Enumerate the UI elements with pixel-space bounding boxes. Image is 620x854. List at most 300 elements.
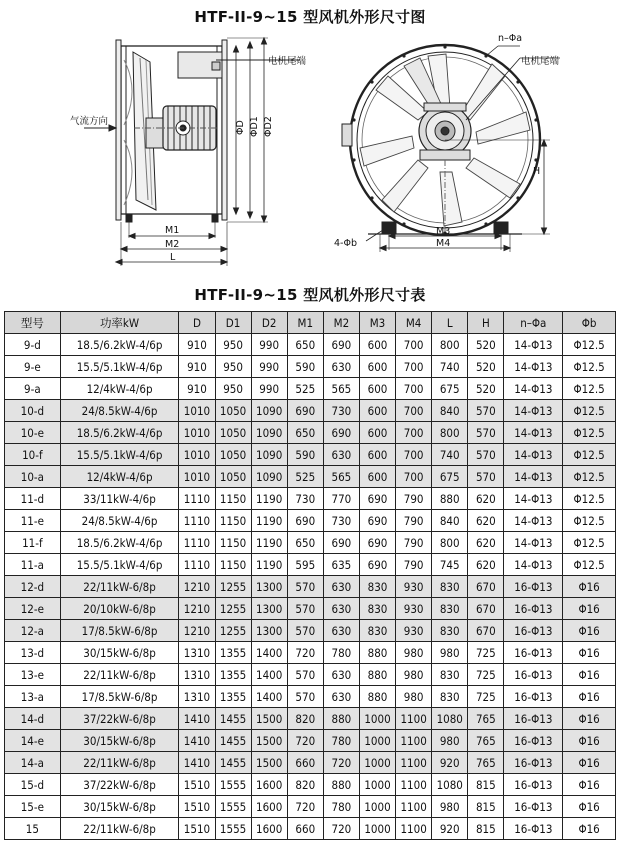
table-cell: 590 bbox=[287, 444, 323, 466]
table-cell: Φ12.5 bbox=[563, 466, 616, 488]
dim-h: H bbox=[533, 166, 541, 177]
table-cell: 570 bbox=[287, 620, 323, 642]
table-cell: 830 bbox=[432, 598, 468, 620]
table-cell: 675 bbox=[432, 378, 468, 400]
table-cell: 14-Φ13 bbox=[504, 554, 563, 576]
table-cell: 1190 bbox=[251, 554, 287, 576]
table-cell: 690 bbox=[359, 532, 395, 554]
table-cell: 14-Φ13 bbox=[504, 532, 563, 554]
table-cell: 18.5/6.2kW-4/6p bbox=[60, 422, 179, 444]
table-cell: 980 bbox=[396, 686, 432, 708]
table-cell: 990 bbox=[251, 334, 287, 356]
table-cell: 650 bbox=[287, 422, 323, 444]
table-cell: 690 bbox=[323, 422, 359, 444]
table-cell: 600 bbox=[359, 378, 395, 400]
table-cell: 1400 bbox=[251, 686, 287, 708]
table-cell: 1080 bbox=[432, 708, 468, 730]
table-cell: Φ16 bbox=[563, 730, 616, 752]
model-cell: 14-e bbox=[5, 730, 61, 752]
table-cell: 30/15kW-6/8p bbox=[60, 796, 179, 818]
table-cell: 16-Φ13 bbox=[504, 576, 563, 598]
table-cell: 910 bbox=[179, 378, 215, 400]
table-cell: 700 bbox=[396, 356, 432, 378]
table-cell: Φ12.5 bbox=[563, 378, 616, 400]
table-cell: 720 bbox=[323, 752, 359, 774]
table-cell: 1210 bbox=[179, 598, 215, 620]
table-cell: 950 bbox=[215, 334, 251, 356]
table-cell: 670 bbox=[468, 620, 504, 642]
table-cell: 880 bbox=[323, 774, 359, 796]
column-header: L bbox=[432, 312, 468, 334]
table-cell: 630 bbox=[323, 620, 359, 642]
model-cell: 10-f bbox=[5, 444, 61, 466]
table-row bbox=[5, 730, 616, 752]
table-cell: 740 bbox=[432, 444, 468, 466]
table-cell: 1100 bbox=[396, 708, 432, 730]
table-cell: 33/11kW-4/6p bbox=[60, 488, 179, 510]
table-cell: 1000 bbox=[359, 774, 395, 796]
table-cell: 24/8.5kW-4/6p bbox=[60, 400, 179, 422]
table-cell: 17/8.5kW-6/8p bbox=[60, 686, 179, 708]
dim-phi-d1: ΦD1 bbox=[249, 116, 260, 137]
table-cell: 1100 bbox=[396, 730, 432, 752]
table-cell: 950 bbox=[215, 378, 251, 400]
table-cell: 600 bbox=[359, 422, 395, 444]
table-cell: 630 bbox=[323, 664, 359, 686]
table-cell: 1000 bbox=[359, 708, 395, 730]
table-cell: 990 bbox=[251, 356, 287, 378]
table-row bbox=[5, 400, 616, 422]
table-cell: 690 bbox=[323, 532, 359, 554]
table-cell: 730 bbox=[323, 400, 359, 422]
model-cell: 15 bbox=[5, 818, 61, 840]
table-cell: 1100 bbox=[396, 774, 432, 796]
table-cell: 16-Φ13 bbox=[504, 686, 563, 708]
table-cell: 1090 bbox=[251, 400, 287, 422]
table-cell: 16-Φ13 bbox=[504, 796, 563, 818]
table-row bbox=[5, 774, 616, 796]
table-cell: 16-Φ13 bbox=[504, 598, 563, 620]
table-cell: 830 bbox=[359, 598, 395, 620]
table-cell: Φ12.5 bbox=[563, 554, 616, 576]
model-cell: 13-d bbox=[5, 642, 61, 664]
table-cell: 14-Φ13 bbox=[504, 356, 563, 378]
table-cell: 1210 bbox=[179, 576, 215, 598]
table-cell: 1510 bbox=[179, 818, 215, 840]
dim-m2: M2 bbox=[165, 239, 180, 250]
table-cell: 690 bbox=[359, 510, 395, 532]
table-cell: 690 bbox=[359, 488, 395, 510]
table-cell: 600 bbox=[359, 334, 395, 356]
table-cell: 690 bbox=[323, 334, 359, 356]
table-cell: 1000 bbox=[359, 752, 395, 774]
table-cell: 1400 bbox=[251, 664, 287, 686]
table-cell: 1555 bbox=[215, 774, 251, 796]
table-cell: Φ16 bbox=[563, 598, 616, 620]
table-cell: 830 bbox=[432, 664, 468, 686]
table-cell: 1110 bbox=[179, 488, 215, 510]
table-cell: 980 bbox=[432, 730, 468, 752]
table-cell: 1255 bbox=[215, 620, 251, 642]
model-cell: 12-a bbox=[5, 620, 61, 642]
table-cell: 880 bbox=[359, 686, 395, 708]
table-cell: 880 bbox=[323, 708, 359, 730]
table-cell: 12/4kW-4/6p bbox=[60, 378, 179, 400]
table-row bbox=[5, 752, 616, 774]
model-cell: 10-d bbox=[5, 400, 61, 422]
table-cell: 12/4kW-4/6p bbox=[60, 466, 179, 488]
table-cell: 1310 bbox=[179, 642, 215, 664]
table-cell: 18.5/6.2kW-4/6p bbox=[60, 334, 179, 356]
table-cell: 725 bbox=[468, 664, 504, 686]
table-cell: 740 bbox=[432, 356, 468, 378]
model-cell: 11-e bbox=[5, 510, 61, 532]
table-cell: 24/8.5kW-4/6p bbox=[60, 510, 179, 532]
table-cell: Φ16 bbox=[563, 818, 616, 840]
table-cell: 660 bbox=[287, 818, 323, 840]
table-cell: 635 bbox=[323, 554, 359, 576]
table-cell: 600 bbox=[359, 356, 395, 378]
table-cell: Φ12.5 bbox=[563, 356, 616, 378]
table-cell: 910 bbox=[179, 356, 215, 378]
table-row bbox=[5, 334, 616, 356]
table-cell: 765 bbox=[468, 752, 504, 774]
table-cell: 590 bbox=[287, 356, 323, 378]
table-cell: 690 bbox=[287, 400, 323, 422]
table-cell: 840 bbox=[432, 510, 468, 532]
table-cell: 650 bbox=[287, 334, 323, 356]
table-cell: Φ16 bbox=[563, 620, 616, 642]
table-cell: 14-Φ13 bbox=[504, 378, 563, 400]
table-cell: 1100 bbox=[396, 752, 432, 774]
model-cell: 14-d bbox=[5, 708, 61, 730]
table-cell: 980 bbox=[396, 664, 432, 686]
table-cell: 1500 bbox=[251, 752, 287, 774]
table-cell: 1110 bbox=[179, 554, 215, 576]
table-cell: 815 bbox=[468, 818, 504, 840]
table-cell: 1190 bbox=[251, 532, 287, 554]
table-row bbox=[5, 356, 616, 378]
model-cell: 10-a bbox=[5, 466, 61, 488]
table-cell: 1100 bbox=[396, 818, 432, 840]
table-cell: 1150 bbox=[215, 510, 251, 532]
table-cell: 22/11kW-6/8p bbox=[60, 752, 179, 774]
table-cell: 720 bbox=[287, 730, 323, 752]
table-cell: 830 bbox=[359, 576, 395, 598]
table-cell: 570 bbox=[468, 422, 504, 444]
table-cell: 630 bbox=[323, 576, 359, 598]
table-cell: 600 bbox=[359, 466, 395, 488]
table-cell: 620 bbox=[468, 510, 504, 532]
table-cell: 565 bbox=[323, 466, 359, 488]
front-view bbox=[342, 45, 560, 252]
model-cell: 9-e bbox=[5, 356, 61, 378]
table-cell: 620 bbox=[468, 554, 504, 576]
table-cell: Φ12.5 bbox=[563, 532, 616, 554]
model-cell: 9-d bbox=[5, 334, 61, 356]
table-cell: 840 bbox=[432, 400, 468, 422]
table-cell: Φ12.5 bbox=[563, 444, 616, 466]
column-header: D bbox=[179, 312, 215, 334]
column-header: D1 bbox=[215, 312, 251, 334]
table-cell: 16-Φ13 bbox=[504, 708, 563, 730]
table-cell: 765 bbox=[468, 708, 504, 730]
table-row bbox=[5, 422, 616, 444]
table-cell: 620 bbox=[468, 532, 504, 554]
table-cell: 525 bbox=[287, 466, 323, 488]
table-cell: Φ16 bbox=[563, 796, 616, 818]
model-cell: 11-f bbox=[5, 532, 61, 554]
table-cell: 20/10kW-6/8p bbox=[60, 598, 179, 620]
fan-outline-drawing bbox=[0, 0, 620, 280]
table-cell: 37/22kW-6/8p bbox=[60, 774, 179, 796]
table-cell: Φ12.5 bbox=[563, 334, 616, 356]
table-cell: 600 bbox=[359, 400, 395, 422]
table-cell: 720 bbox=[287, 796, 323, 818]
table-cell: 675 bbox=[432, 466, 468, 488]
table-cell: 1455 bbox=[215, 752, 251, 774]
table-cell: 730 bbox=[287, 488, 323, 510]
table-cell: 1600 bbox=[251, 818, 287, 840]
table-cell: 1150 bbox=[215, 554, 251, 576]
column-header: D2 bbox=[251, 312, 287, 334]
table-cell: 1600 bbox=[251, 774, 287, 796]
table-cell: 630 bbox=[323, 598, 359, 620]
table-row bbox=[5, 818, 616, 840]
table-cell: 22/11kW-6/8p bbox=[60, 664, 179, 686]
column-header: Φb bbox=[563, 312, 616, 334]
table-cell: Φ16 bbox=[563, 576, 616, 598]
model-cell: 11-d bbox=[5, 488, 61, 510]
table-cell: 1050 bbox=[215, 422, 251, 444]
table-cell: 14-Φ13 bbox=[504, 466, 563, 488]
table-cell: Φ12.5 bbox=[563, 422, 616, 444]
table-row bbox=[5, 708, 616, 730]
table-cell: 630 bbox=[323, 356, 359, 378]
table-cell: 620 bbox=[468, 488, 504, 510]
table-cell: 1190 bbox=[251, 510, 287, 532]
model-cell: 15-d bbox=[5, 774, 61, 796]
table-cell: 790 bbox=[396, 510, 432, 532]
table-cell: 815 bbox=[468, 796, 504, 818]
table-cell: 30/15kW-6/8p bbox=[60, 730, 179, 752]
table-cell: 16-Φ13 bbox=[504, 818, 563, 840]
column-header: M2 bbox=[323, 312, 359, 334]
table-body bbox=[5, 334, 616, 840]
table-cell: 17/8.5kW-6/8p bbox=[60, 620, 179, 642]
model-cell: 13-a bbox=[5, 686, 61, 708]
table-cell: 725 bbox=[468, 642, 504, 664]
table-cell: 830 bbox=[432, 576, 468, 598]
table-cell: 520 bbox=[468, 356, 504, 378]
table-cell: 660 bbox=[287, 752, 323, 774]
table-cell: 725 bbox=[468, 686, 504, 708]
table-cell: Φ16 bbox=[563, 686, 616, 708]
column-header: 型号 bbox=[5, 312, 61, 334]
table-row bbox=[5, 796, 616, 818]
column-header: 功率kW bbox=[60, 312, 179, 334]
table-cell: 1050 bbox=[215, 400, 251, 422]
table-cell: 930 bbox=[396, 576, 432, 598]
label-n-phi-a: n–Φa bbox=[498, 33, 523, 44]
model-cell: 10-e bbox=[5, 422, 61, 444]
table-cell: 1300 bbox=[251, 620, 287, 642]
table-cell: 920 bbox=[432, 752, 468, 774]
table-cell: 690 bbox=[287, 510, 323, 532]
table-cell: 830 bbox=[359, 620, 395, 642]
table-cell: 16-Φ13 bbox=[504, 752, 563, 774]
table-cell: 14-Φ13 bbox=[504, 488, 563, 510]
table-cell: 790 bbox=[396, 554, 432, 576]
column-header: M3 bbox=[359, 312, 395, 334]
table-cell: 700 bbox=[396, 378, 432, 400]
table-cell: 37/22kW-6/8p bbox=[60, 708, 179, 730]
table-cell: 1050 bbox=[215, 466, 251, 488]
table-cell: 1080 bbox=[432, 774, 468, 796]
table-cell: 1510 bbox=[179, 796, 215, 818]
table-cell: 700 bbox=[396, 466, 432, 488]
table-row bbox=[5, 642, 616, 664]
table-cell: 14-Φ13 bbox=[504, 444, 563, 466]
table-row bbox=[5, 532, 616, 554]
table-cell: 1110 bbox=[179, 532, 215, 554]
table-cell: 790 bbox=[396, 532, 432, 554]
table-cell: 22/11kW-6/8p bbox=[60, 818, 179, 840]
table-cell: 595 bbox=[287, 554, 323, 576]
table-cell: 22/11kW-6/8p bbox=[60, 576, 179, 598]
table-cell: 1010 bbox=[179, 444, 215, 466]
table-cell: 880 bbox=[359, 664, 395, 686]
dim-phi-d2: ΦD2 bbox=[263, 116, 274, 137]
table-cell: 950 bbox=[215, 356, 251, 378]
model-cell: 12-d bbox=[5, 576, 61, 598]
table-cell: 1050 bbox=[215, 444, 251, 466]
table-cell: 1150 bbox=[215, 532, 251, 554]
table-row bbox=[5, 598, 616, 620]
table-cell: 16-Φ13 bbox=[504, 730, 563, 752]
table-cell: 15.5/5.1kW-4/6p bbox=[60, 356, 179, 378]
table-cell: 570 bbox=[468, 466, 504, 488]
table-cell: 1255 bbox=[215, 576, 251, 598]
side-view bbox=[84, 38, 300, 266]
table-cell: 1400 bbox=[251, 642, 287, 664]
table-cell: Φ12.5 bbox=[563, 488, 616, 510]
table-cell: 1455 bbox=[215, 708, 251, 730]
table-cell: 570 bbox=[468, 400, 504, 422]
column-header: H bbox=[468, 312, 504, 334]
table-cell: 18.5/6.2kW-4/6p bbox=[60, 532, 179, 554]
table-cell: 930 bbox=[396, 620, 432, 642]
table-cell: 15.5/5.1kW-4/6p bbox=[60, 554, 179, 576]
table-cell: 920 bbox=[432, 818, 468, 840]
table-cell: 1010 bbox=[179, 400, 215, 422]
table-header-row bbox=[5, 312, 616, 334]
table-cell: Φ12.5 bbox=[563, 510, 616, 532]
table-cell: 1355 bbox=[215, 664, 251, 686]
model-cell: 13-e bbox=[5, 664, 61, 686]
table-cell: 600 bbox=[359, 444, 395, 466]
table-cell: Φ16 bbox=[563, 642, 616, 664]
table-cell: 780 bbox=[323, 730, 359, 752]
table-cell: 980 bbox=[432, 796, 468, 818]
table-cell: 1000 bbox=[359, 730, 395, 752]
table-cell: 570 bbox=[287, 598, 323, 620]
table-cell: 16-Φ13 bbox=[504, 774, 563, 796]
column-header: M1 bbox=[287, 312, 323, 334]
label-4-phi-b: 4-Φb bbox=[334, 238, 357, 249]
dim-m4: M4 bbox=[436, 238, 451, 249]
table-cell: 1555 bbox=[215, 818, 251, 840]
table-cell: 1110 bbox=[179, 510, 215, 532]
model-cell: 12-e bbox=[5, 598, 61, 620]
table-row bbox=[5, 686, 616, 708]
table-cell: Φ16 bbox=[563, 774, 616, 796]
table-cell: 820 bbox=[287, 774, 323, 796]
table-cell: 670 bbox=[468, 598, 504, 620]
table-cell: 700 bbox=[396, 444, 432, 466]
table-cell: 570 bbox=[287, 686, 323, 708]
table-cell: 1355 bbox=[215, 686, 251, 708]
table-cell: 800 bbox=[432, 334, 468, 356]
table-cell: 1150 bbox=[215, 488, 251, 510]
table-cell: 880 bbox=[432, 488, 468, 510]
table-cell: 16-Φ13 bbox=[504, 642, 563, 664]
table-cell: 930 bbox=[396, 598, 432, 620]
table-cell: 720 bbox=[323, 818, 359, 840]
table-cell: 1455 bbox=[215, 730, 251, 752]
table-cell: 1090 bbox=[251, 466, 287, 488]
table-cell: 14-Φ13 bbox=[504, 510, 563, 532]
table-cell: 1300 bbox=[251, 576, 287, 598]
model-cell: 15-e bbox=[5, 796, 61, 818]
table-cell: 1090 bbox=[251, 422, 287, 444]
dim-phi-d: ΦD bbox=[235, 120, 246, 135]
table-row bbox=[5, 664, 616, 686]
table-row bbox=[5, 620, 616, 642]
table-cell: 1090 bbox=[251, 444, 287, 466]
model-cell: 14-a bbox=[5, 752, 61, 774]
table-cell: 1010 bbox=[179, 422, 215, 444]
table-row bbox=[5, 554, 616, 576]
table-cell: Φ16 bbox=[563, 752, 616, 774]
table-cell: 1255 bbox=[215, 598, 251, 620]
table-cell: 14-Φ13 bbox=[504, 334, 563, 356]
table-cell: 16-Φ13 bbox=[504, 664, 563, 686]
table-cell: Φ16 bbox=[563, 708, 616, 730]
table-cell: 730 bbox=[323, 510, 359, 532]
table-cell: 880 bbox=[359, 642, 395, 664]
table-cell: 565 bbox=[323, 378, 359, 400]
table-cell: 1410 bbox=[179, 708, 215, 730]
table-cell: 765 bbox=[468, 730, 504, 752]
table-cell: 520 bbox=[468, 378, 504, 400]
table-cell: 1600 bbox=[251, 796, 287, 818]
dim-m3: M3 bbox=[436, 226, 451, 237]
table-row bbox=[5, 576, 616, 598]
table-cell: 745 bbox=[432, 554, 468, 576]
table-cell: 570 bbox=[287, 576, 323, 598]
table-cell: 15.5/5.1kW-4/6p bbox=[60, 444, 179, 466]
table-cell: 780 bbox=[323, 642, 359, 664]
table-cell: 1310 bbox=[179, 686, 215, 708]
table-cell: 670 bbox=[468, 576, 504, 598]
table-cell: 1210 bbox=[179, 620, 215, 642]
table-cell: 1190 bbox=[251, 488, 287, 510]
table-cell: 570 bbox=[287, 664, 323, 686]
table-cell: 14-Φ13 bbox=[504, 400, 563, 422]
table-cell: 1410 bbox=[179, 752, 215, 774]
table-cell: 980 bbox=[396, 642, 432, 664]
